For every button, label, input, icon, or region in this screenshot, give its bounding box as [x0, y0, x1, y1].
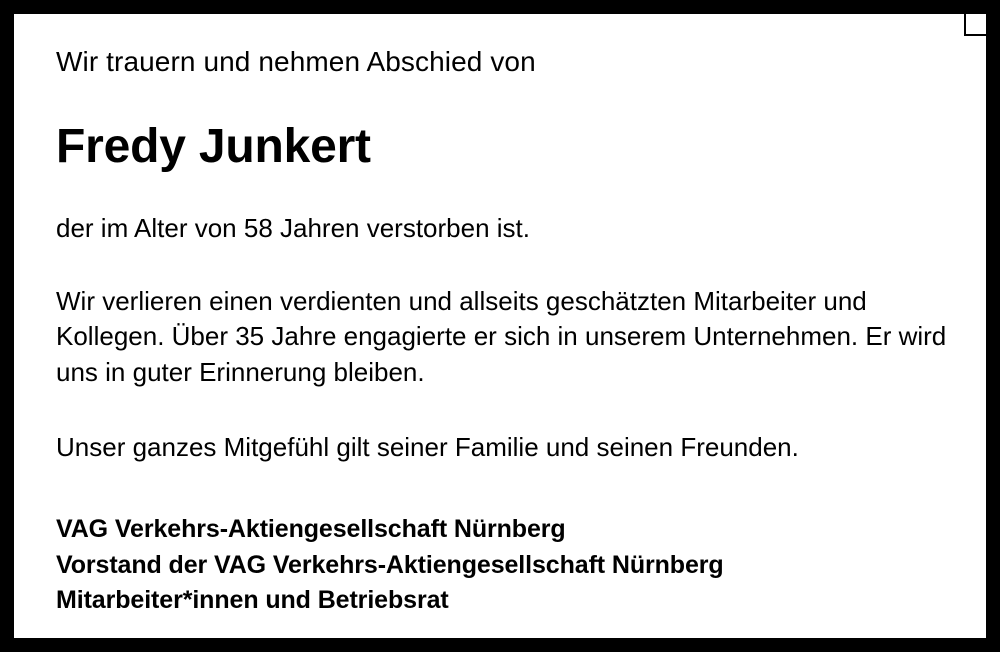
notice-inner-panel — [14, 14, 986, 638]
tribute-paragraph: Wir verlieren einen verdienten und allseits geschätzten Mitarbeiter und Kollegen. Über 35 Jahre engagierte er sich in unserem Unternehmen. Er wird uns in guter Erinnerung bleiben. — [56, 285, 947, 387]
deceased-name: Fredy Junkert — [56, 120, 371, 173]
signature-line-staff: Mitarbeiter*innen und Betriebsrat — [56, 586, 449, 615]
intro-line: Wir trauern und nehmen Abschied von — [56, 46, 536, 77]
corner-cut-mark — [964, 14, 986, 36]
condolence-paragraph: Unser ganzes Mitgefühl gilt seiner Familie und seinen Freunden. — [56, 432, 799, 463]
signature-line-board: Vorstand der VAG Verkehrs-Aktiengesellschaft Nürnberg — [56, 550, 724, 579]
signature-line-company: VAG Verkehrs-Aktiengesellschaft Nürnberg — [56, 515, 566, 544]
notice-content — [56, 44, 956, 619]
signature-block — [56, 512, 956, 619]
age-line: der im Alter von 58 Jahren verstorben ist. — [56, 212, 531, 243]
